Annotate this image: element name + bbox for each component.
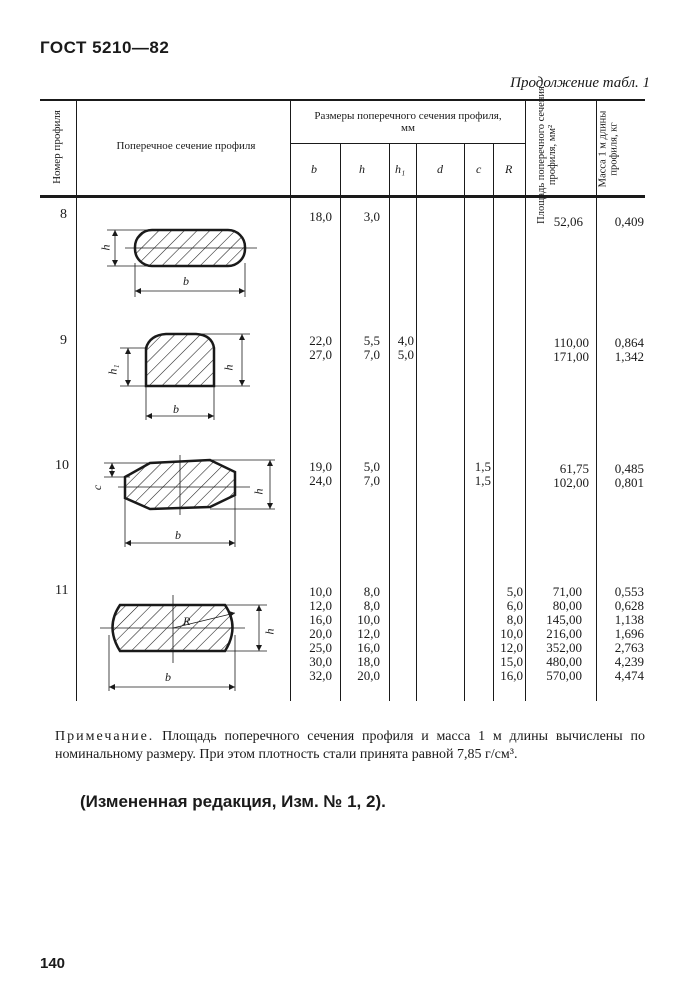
header-b: b: [311, 162, 317, 176]
profile-11-drawing: [95, 585, 285, 695]
dims-group-rule: [290, 143, 525, 144]
table-continuation-label: Продолжение табл. 1: [510, 75, 650, 91]
col-divider: [416, 143, 417, 701]
profile-10-drawing: [90, 445, 285, 555]
dim-label-b: b: [165, 670, 171, 684]
cell-R: 5,0 6,0 8,0 10,0 12,0 15,0 16,0: [500, 584, 523, 683]
cell-b: 18,0: [309, 209, 332, 224]
header-h1: h₁: [395, 162, 406, 176]
table-note: [55, 728, 645, 764]
cell-h1: 4,0 5,0: [397, 333, 414, 362]
dim-label-h1: h₁: [105, 364, 120, 375]
cell-area: 71,00 80,00 145,00 216,00 352,00 480,00 570,00: [546, 584, 582, 683]
note-text: Площадь поперечного сечения профиля и масса 1 м длины вычислены по номинальному размеру. При этом плотность стали принята равной 7,85 г/см³.: [55, 729, 645, 762]
dim-label-h: h: [98, 244, 113, 251]
header-mass: Масса 1 м длины профиля, кг: [597, 110, 620, 188]
header-c: c: [476, 162, 482, 176]
profile-9-drawing: [100, 320, 280, 430]
dim-label-h: h: [262, 628, 277, 635]
dim-label-R: R: [183, 614, 191, 628]
page-number: 140: [40, 955, 66, 972]
header-dims-group: Размеры поперечного сечения профиля, мм: [314, 110, 502, 134]
header-R: R: [505, 162, 513, 176]
header-number: Номер профиля: [51, 110, 63, 184]
col-divider: [340, 143, 341, 701]
header-section: Поперечное сечение профиля: [116, 140, 256, 152]
dim-label-h: h: [251, 488, 266, 495]
cell-h: 5,0 7,0: [363, 459, 380, 488]
cell-mass: 0,485 0,801: [614, 461, 644, 490]
row-number: 9: [60, 333, 67, 348]
cell-h: 3,0: [363, 209, 380, 224]
row-number: 8: [60, 207, 67, 222]
cell-mass: 0,864 1,342: [614, 335, 644, 364]
col-divider: [290, 99, 291, 701]
cell-mass: 0,553 0,628 1,138 1,696 2,763 4,239 4,474: [614, 584, 644, 683]
row-number: 10: [55, 458, 69, 473]
cell-h: 5,5 7,0: [363, 333, 380, 362]
cell-h: 8,0 8,0 10,0 12,0 16,0 18,0 20,0: [357, 584, 380, 683]
col-divider: [389, 143, 390, 701]
standard-number: ГОСТ 5210—82: [40, 38, 170, 57]
col-divider: [525, 99, 526, 701]
cell-area: 110,00 171,00: [553, 335, 589, 364]
profile-8-drawing: [95, 205, 285, 305]
col-divider: [76, 99, 77, 701]
header-h: h: [359, 162, 365, 176]
dim-label-b: b: [183, 274, 189, 288]
header-d: d: [437, 162, 443, 176]
col-divider: [464, 143, 465, 701]
cell-b: 10,0 12,0 16,0 20,0 25,0 30,0 32,0: [309, 584, 332, 683]
dim-label-h: h: [221, 364, 236, 371]
cell-area: 61,75 102,00: [553, 461, 589, 490]
dim-label-b: b: [173, 402, 179, 416]
row-number: 11: [55, 583, 69, 598]
cell-b: 22,0 27,0: [309, 333, 332, 362]
cell-b: 19,0 24,0: [309, 459, 332, 488]
cell-area: 52,06: [553, 214, 583, 229]
dim-label-c: c: [90, 484, 105, 491]
note-lead: Примечание.: [55, 729, 155, 744]
dim-label-b: b: [175, 528, 181, 542]
edition-remark: (Измененная редакция, Изм. № 1, 2).: [80, 792, 386, 811]
header-area: Площадь поперечного сечения профиля, мм²: [536, 86, 558, 224]
cell-c: 1,5 1,5: [474, 459, 491, 488]
cell-mass: 0,409: [614, 214, 644, 229]
